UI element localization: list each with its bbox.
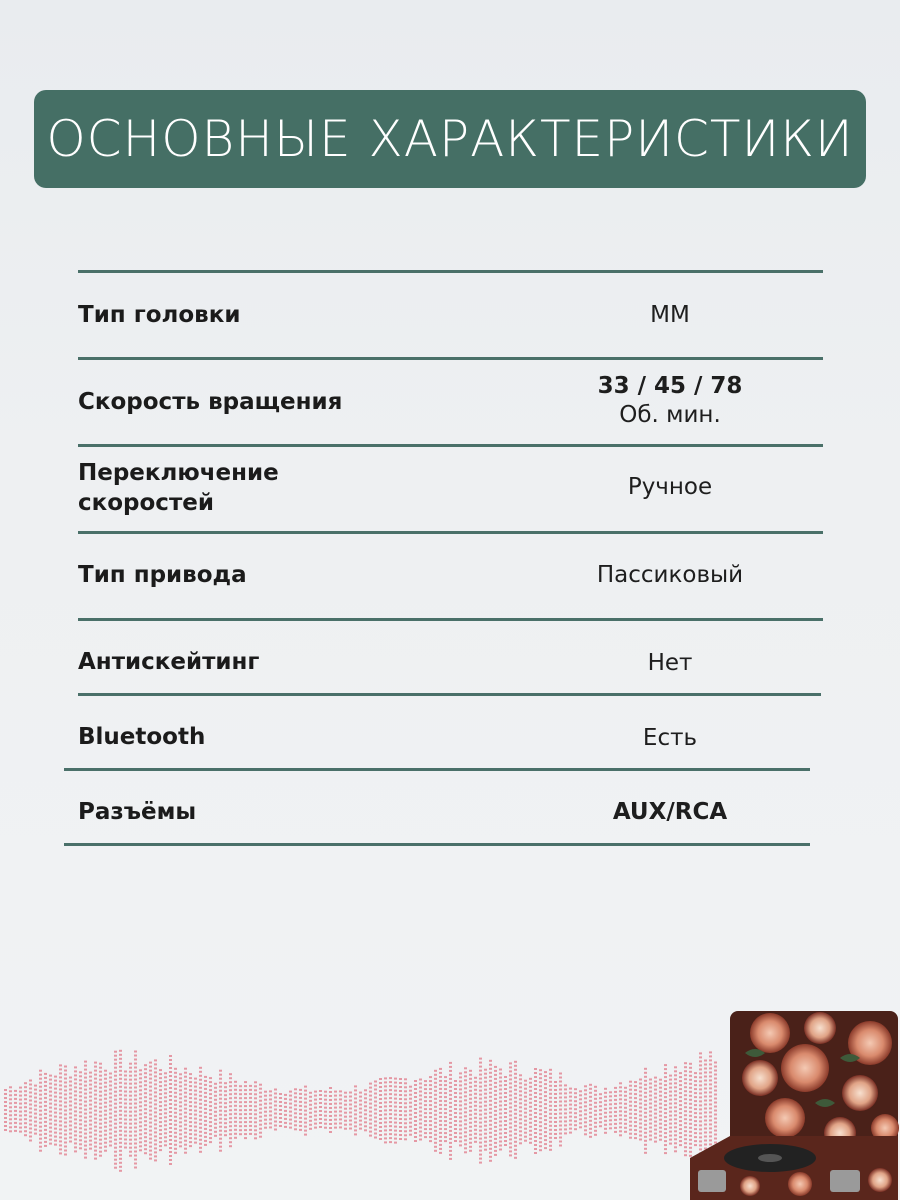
spec-label-antiskating: Антискейтинг bbox=[78, 649, 260, 675]
sound-wave-graphic bbox=[0, 1035, 720, 1185]
divider bbox=[78, 531, 823, 534]
spec-value-connectors: AUX/RCA bbox=[612, 799, 728, 825]
divider bbox=[78, 618, 823, 621]
spec-value-bluetooth: Есть bbox=[642, 725, 698, 751]
spec-label-head-type: Тип головки bbox=[78, 302, 241, 328]
divider bbox=[78, 270, 823, 273]
page-title: ОСНОВНЫЕ ХАРАКТЕРИСТИКИ bbox=[46, 110, 854, 168]
divider bbox=[78, 357, 823, 360]
spec-value-rotation-unit: Об. мин. bbox=[619, 402, 721, 428]
spec-label-speed-switching-2: скоростей bbox=[78, 490, 214, 516]
divider bbox=[78, 444, 823, 447]
spec-label-speed-switching-1: Переключение bbox=[78, 460, 279, 486]
divider bbox=[64, 843, 810, 846]
spec-value-antiskating: Нет bbox=[647, 650, 693, 676]
floral-suitcase-turntable-image bbox=[690, 1008, 900, 1200]
spec-label-drive-type: Тип привода bbox=[78, 562, 247, 588]
spec-label-bluetooth: Bluetooth bbox=[78, 724, 206, 750]
divider bbox=[78, 693, 821, 696]
spec-value-rotation-speed: 33 / 45 / 78 bbox=[597, 373, 743, 399]
spec-value-speed-switching: Ручное bbox=[627, 474, 713, 500]
divider bbox=[64, 768, 810, 771]
spec-value-head-type: ММ bbox=[650, 302, 690, 328]
spec-value-drive-type: Пассиковый bbox=[596, 562, 744, 588]
spec-label-rotation-speed: Скорость вращения bbox=[78, 389, 343, 415]
spec-label-connectors: Разъёмы bbox=[78, 799, 197, 825]
